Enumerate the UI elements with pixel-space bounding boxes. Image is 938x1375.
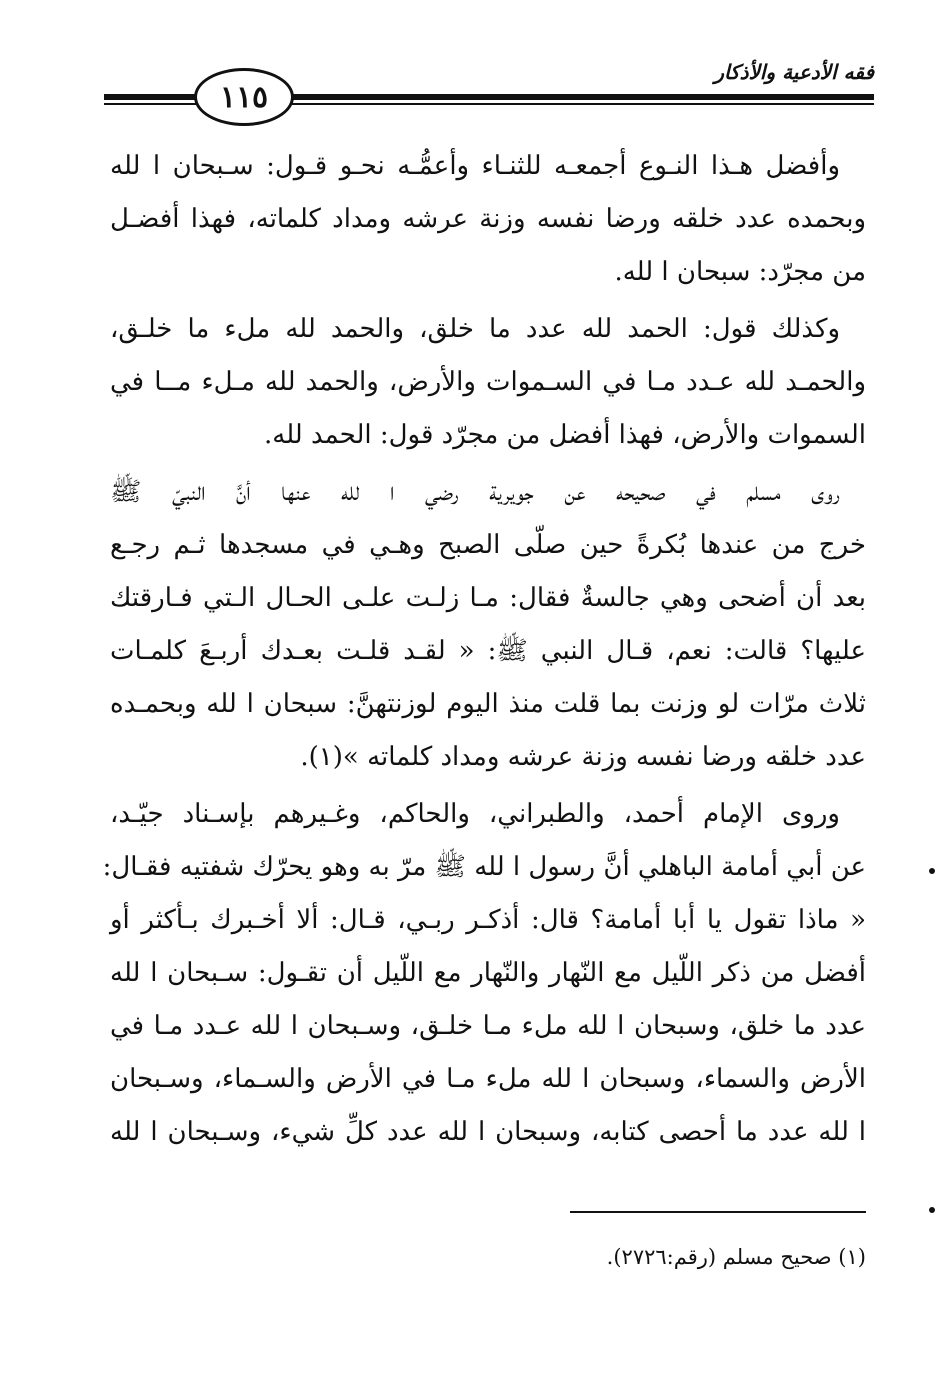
paragraph-1: [110, 140, 866, 299]
page-number: ١١٥: [219, 79, 269, 115]
paragraph-3: [110, 466, 866, 784]
paragraph-4: [102, 788, 866, 1159]
text-line: عليها؟ قالت: نعم، قـال النبي ﷺ: « لقـد قلـت بعـدك أربـعَ كلمـات: [110, 636, 866, 666]
text-line: من مجرّد: سبحان ا لله.: [614, 257, 866, 287]
text-line: عدد خلقه ورضا نفسه وزنة عرشه ومداد كلماته »(١).: [300, 742, 866, 772]
text-line: عن أبي أمامة الباهلي أنَّ رسول ا لله ﷺ مرّ به وهو يحرّك شفتيه فقـال:: [102, 852, 866, 882]
text-line: روى مسلم في صحيحه عن جويرية رضي ا لله عنها أنَّ النبيّ ﷺ: [110, 477, 840, 507]
text-line: بعد أن أضحى وهي جالسةٌ فقال: مـا زلـت علـى الحـال الـتي فـارقتك: [110, 583, 866, 613]
text-line: السموات والأرض، فهذا أفضل من مجرّد قول: الحمد لله.: [264, 420, 866, 450]
footnote-separator: [570, 1211, 866, 1213]
text-line: أفضل من ذكر اللّيل مع النّهار والنّهار مع اللّيل أن تقـول: سـبحان ا لله: [110, 958, 866, 988]
margin-mark: [929, 1207, 935, 1213]
footnote: (١) صحيح مسلم (رقم:٢٧٢٦).: [606, 1245, 866, 1269]
text-line: عدد ما خلق، وسبحان ا لله ملء مـا خلـق، وسـبحان ا لله عـدد مـا في: [110, 1011, 866, 1041]
paragraph-2: [110, 303, 866, 462]
text-line: وروى الإمام أحمد، والطبراني، والحاكم، وغـيرهم بإسـناد جيّـد،: [110, 799, 840, 829]
margin-mark: [929, 868, 935, 874]
text-line: وكذلك قول: الحمد لله عدد ما خلق، والحمد لله ملء ما خلـق،: [110, 314, 840, 344]
text-line: وأفضل هـذا النـوع أجمعـه للثنـاء وأعمُّـه نحـو قـول: سـبحان ا لله: [110, 151, 840, 181]
text-line: ا لله عدد ما أحصى كتابه، وسبحان ا لله عدد كلِّ شيء، وسـبحان ا لله: [110, 1117, 866, 1147]
page-header: [104, 50, 874, 130]
text-line: « ماذا تقول يا أبا أمامة؟ قال: أذكـر ربـي، قـال: ألا أخـبرك بـأكثر أو: [110, 905, 866, 935]
body-text: [102, 140, 866, 1163]
text-line: والحمـد لله عـدد مـا في السـموات والأرض، والحمد لله مـلء مــا في: [110, 367, 866, 397]
text-line: خرج من عندها بُكرةً حين صلّى الصبح وهـي في مسجدها ثـم رجـع: [110, 530, 866, 560]
text-line: وبحمده عدد خلقه ورضا نفسه وزنة عرشه ومداد كلماته، فهذا أفضـل: [110, 204, 866, 234]
running-header-title: فقه الأدعية والأذكار: [714, 60, 874, 84]
text-line: الأرض والسماء، وسبحان ا لله ملء مـا في الأرض والسـماء، وسـبحان: [110, 1064, 866, 1094]
page-number-oval: [194, 68, 294, 126]
text-line: ثلاث مرّات لو وزنت بما قلت منذ اليوم لوزنتهنَّ: سبحان ا لله وبحمـده: [110, 689, 866, 719]
